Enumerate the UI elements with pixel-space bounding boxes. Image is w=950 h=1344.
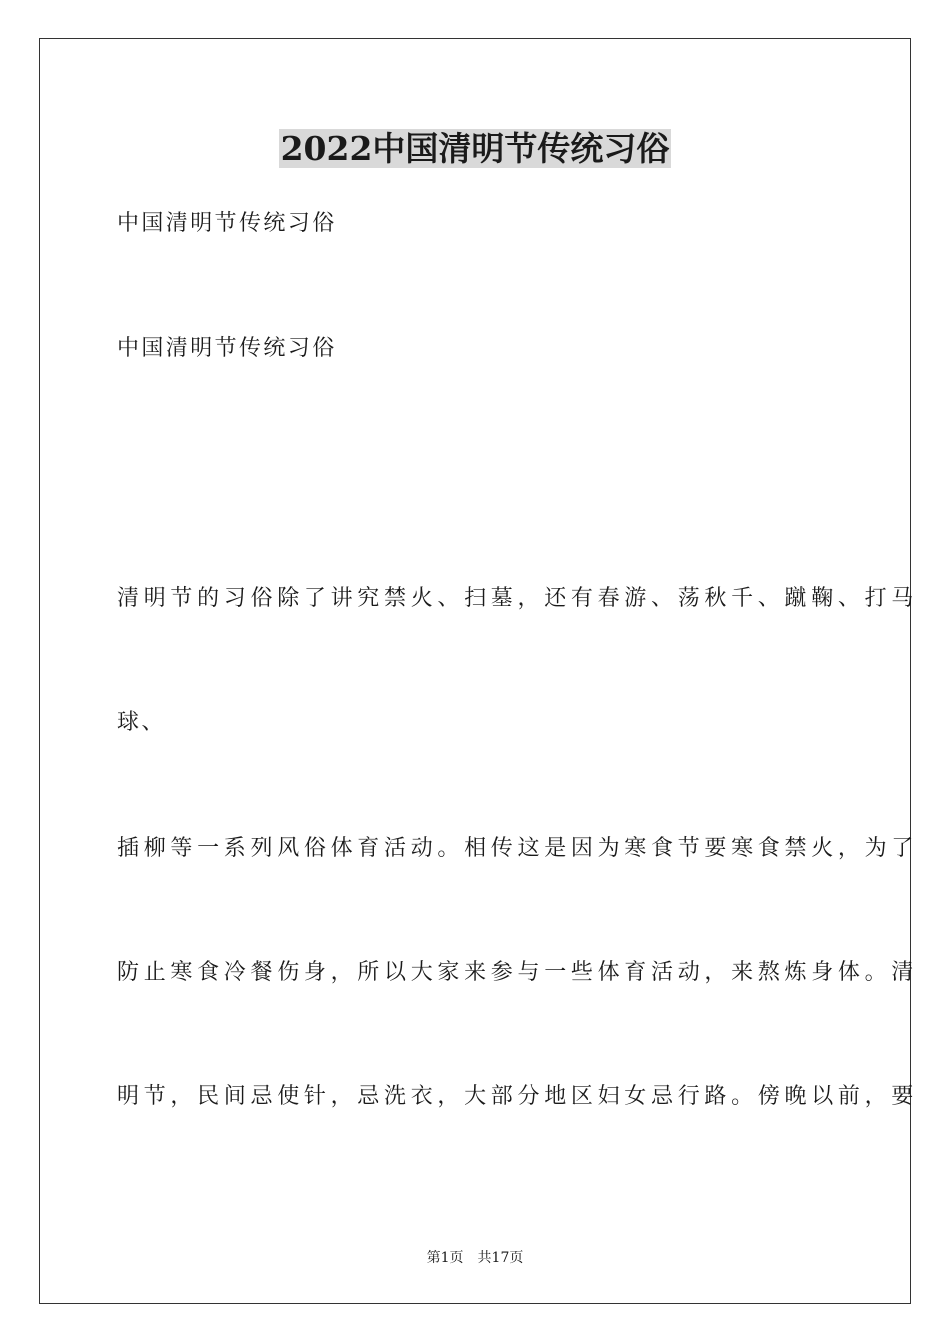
document-title [0,127,950,171]
page-number: 第1页 [426,1250,464,1266]
body-line-3: 插柳等一系列风俗体育活动。相传这是因为寒食节要寒食禁火，为了 [117,836,919,861]
subtitle-line-1: 中国清明节传统习俗 [117,211,337,236]
subtitle-line-2: 中国清明节传统习俗 [117,336,337,361]
page-footer [0,1248,950,1268]
body-line-1: 清明节的习俗除了讲究禁火、扫墓，还有春游、荡秋千、蹴鞠、打马 [117,586,919,611]
page-total: 共17页 [477,1250,524,1266]
body-line-4: 防止寒食冷餐伤身，所以大家来参与一些体育活动，来熬炼身体。清 [117,960,919,985]
document-title-text: 2022中国清明节传统习俗 [280,129,670,168]
body-line-2: 球、 [117,710,166,735]
body-line-5: 明节，民间忌使针，忌洗衣，大部分地区妇女忌行路。傍晚以前，要 [117,1084,919,1109]
